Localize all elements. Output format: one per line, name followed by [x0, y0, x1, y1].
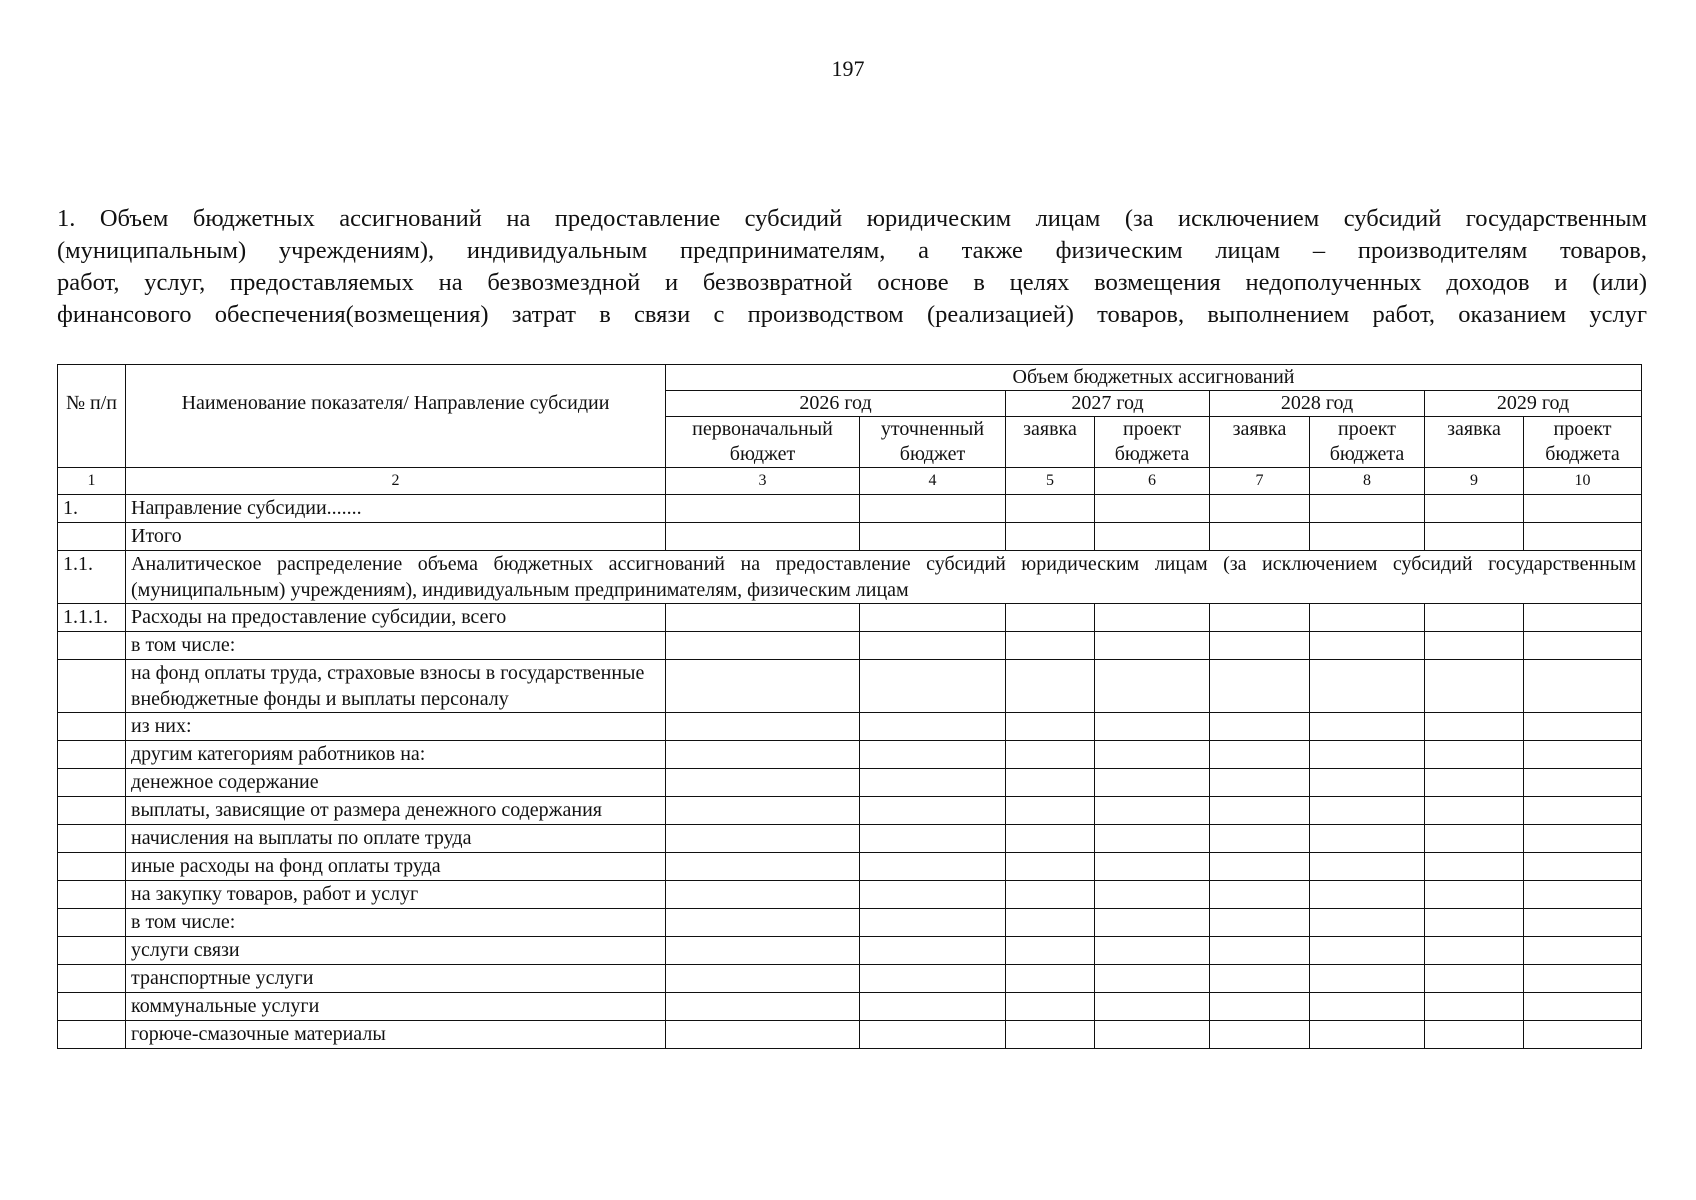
value-cell: [666, 881, 860, 909]
value-cell: [1210, 937, 1310, 965]
heading-line: работ, услуг, предоставляемых на безвозмездной и безвозвратной основе в целях возмещения недополученных доходов и (или): [57, 269, 1647, 296]
value-cell: [1095, 495, 1210, 523]
value-cell: [1425, 937, 1524, 965]
value-cell: [666, 604, 860, 632]
header-sub: первоначальный бюджет: [666, 417, 860, 468]
value-cell: [860, 825, 1006, 853]
value-cell: [1210, 993, 1310, 1021]
value-cell: [666, 632, 860, 660]
value-cell: [1425, 632, 1524, 660]
value-cell: [860, 741, 1006, 769]
table-row: [58, 937, 1642, 965]
value-cell: [1006, 825, 1095, 853]
table-row: [58, 825, 1642, 853]
column-number: 8: [1310, 468, 1425, 495]
header-sub: заявка: [1006, 417, 1095, 468]
row-name: в том числе:: [126, 632, 666, 660]
value-cell: [1006, 495, 1095, 523]
value-cell: [1095, 993, 1210, 1021]
value-cell: [1210, 632, 1310, 660]
value-cell: [1425, 713, 1524, 741]
table-row: [58, 797, 1642, 825]
value-cell: [666, 713, 860, 741]
value-cell: [666, 825, 860, 853]
header-sub: заявка: [1210, 417, 1310, 468]
value-cell: [1095, 632, 1210, 660]
value-cell: [1095, 853, 1210, 881]
value-cell: [860, 937, 1006, 965]
table-row: [58, 523, 1642, 551]
value-cell: [1210, 797, 1310, 825]
value-cell: [1095, 937, 1210, 965]
value-cell: [860, 713, 1006, 741]
value-cell: [666, 965, 860, 993]
value-cell: [1210, 769, 1310, 797]
column-number: 3: [666, 468, 860, 495]
header-name-label: Наименование показателя/ Направление субсидии: [181, 392, 610, 414]
value-cell: [1210, 909, 1310, 937]
column-number: 7: [1210, 468, 1310, 495]
value-cell: [666, 769, 860, 797]
table-row: [58, 993, 1642, 1021]
heading-line: (муниципальным) учреждениям), индивидуальным предпринимателям, а также физическим лицам – производителям товаров,: [57, 237, 1647, 264]
value-cell: [1425, 825, 1524, 853]
row-number: [58, 523, 126, 551]
value-cell: [1210, 1021, 1310, 1049]
value-cell: [1524, 909, 1642, 937]
value-cell: [1210, 523, 1310, 551]
value-cell: [1095, 523, 1210, 551]
header-num: [58, 365, 126, 468]
value-cell: [860, 632, 1006, 660]
value-cell: [1210, 495, 1310, 523]
value-cell: [1310, 993, 1425, 1021]
table-row: [58, 853, 1642, 881]
value-cell: [1310, 741, 1425, 769]
value-cell: [1425, 1021, 1524, 1049]
value-cell: [1310, 660, 1425, 713]
value-cell: [1425, 769, 1524, 797]
value-cell: [1006, 965, 1095, 993]
value-cell: [1006, 993, 1095, 1021]
column-number: 9: [1425, 468, 1524, 495]
value-cell: [860, 523, 1006, 551]
value-cell: [1210, 713, 1310, 741]
value-cell: [1425, 965, 1524, 993]
table-row: [58, 965, 1642, 993]
header-year: 2027 год: [1006, 391, 1210, 417]
table-row: [58, 741, 1642, 769]
value-cell: [1210, 965, 1310, 993]
value-cell: [860, 909, 1006, 937]
header-name: [126, 365, 666, 468]
row-number: [58, 713, 126, 741]
header-year: 2029 год: [1425, 391, 1642, 417]
heading-line: финансового обеспечения(возмещения) затрат в связи с производством (реализацией) товаров, выполнением работ, оказанием услуг: [57, 301, 1647, 328]
row-number: [58, 937, 126, 965]
header-sub: проект бюджета: [1310, 417, 1425, 468]
column-number: 10: [1524, 468, 1642, 495]
value-cell: [1095, 713, 1210, 741]
row-name: Расходы на предоставление субсидии, всего: [126, 604, 666, 632]
value-cell: [1425, 909, 1524, 937]
row-name: горюче-смазочные материалы: [126, 1021, 666, 1049]
table-body: [58, 495, 1642, 1049]
column-number: 6: [1095, 468, 1210, 495]
value-cell: [1310, 909, 1425, 937]
header-num-label: № п/п: [65, 392, 118, 414]
column-number: 2: [126, 468, 666, 495]
value-cell: [1210, 881, 1310, 909]
value-cell: [860, 604, 1006, 632]
table-row: [58, 660, 1642, 713]
value-cell: [1006, 604, 1095, 632]
value-cell: [1210, 825, 1310, 853]
value-cell: [1524, 937, 1642, 965]
row-number: [58, 881, 126, 909]
value-cell: [666, 797, 860, 825]
row-number: [58, 825, 126, 853]
value-cell: [1425, 993, 1524, 1021]
value-cell: [1095, 825, 1210, 853]
header-sub: уточненный бюджет: [860, 417, 1006, 468]
value-cell: [1210, 660, 1310, 713]
row-number: [58, 769, 126, 797]
row-name: Направление субсидии.......: [126, 495, 666, 523]
value-cell: [1524, 632, 1642, 660]
value-cell: [1310, 632, 1425, 660]
value-cell: [1425, 881, 1524, 909]
value-cell: [666, 523, 860, 551]
row-name: из них:: [126, 713, 666, 741]
value-cell: [666, 660, 860, 713]
value-cell: [1006, 632, 1095, 660]
row-name: услуги связи: [126, 937, 666, 965]
value-cell: [1524, 713, 1642, 741]
row-number: [58, 965, 126, 993]
value-cell: [1210, 853, 1310, 881]
column-number: 1: [58, 468, 126, 495]
row-name: иные расходы на фонд оплаты труда: [126, 853, 666, 881]
value-cell: [1095, 797, 1210, 825]
value-cell: [666, 853, 860, 881]
section-heading: [57, 203, 1647, 331]
value-cell: [1524, 769, 1642, 797]
row-number: [58, 853, 126, 881]
value-cell: [666, 937, 860, 965]
row-number: [58, 1021, 126, 1049]
column-number-row: [58, 468, 1642, 495]
value-cell: [1425, 495, 1524, 523]
value-cell: [1524, 881, 1642, 909]
value-cell: [860, 881, 1006, 909]
value-cell: [860, 660, 1006, 713]
value-cell: [1310, 853, 1425, 881]
value-cell: [860, 965, 1006, 993]
value-cell: [1524, 1021, 1642, 1049]
value-cell: [860, 769, 1006, 797]
row-name: коммунальные услуги: [126, 993, 666, 1021]
row-name: транспортные услуги: [126, 965, 666, 993]
row-number: [58, 660, 126, 713]
value-cell: [1095, 1021, 1210, 1049]
value-cell: [1524, 604, 1642, 632]
value-cell: [1310, 937, 1425, 965]
table-row: [58, 632, 1642, 660]
header-volume: Объем бюджетных ассигнований: [666, 365, 1642, 391]
table-row: [58, 1021, 1642, 1049]
value-cell: [1095, 604, 1210, 632]
value-cell: [1425, 853, 1524, 881]
value-cell: [1524, 993, 1642, 1021]
value-cell: [1095, 660, 1210, 713]
column-number: 4: [860, 468, 1006, 495]
value-cell: [1006, 797, 1095, 825]
row-name: Итого: [126, 523, 666, 551]
row-name: Аналитическое распределение объема бюджетных ассигнований на предоставление субсидий юридическим лицам (за исключением субсидий государственным (муниципальным) учреждениям), индивидуальным предпринимателям, физическим лицам: [126, 551, 1642, 604]
value-cell: [1095, 769, 1210, 797]
value-cell: [1425, 604, 1524, 632]
value-cell: [666, 1021, 860, 1049]
table-row: [58, 909, 1642, 937]
row-number: 1.: [58, 495, 126, 523]
value-cell: [666, 495, 860, 523]
row-name: на закупку товаров, работ и услуг: [126, 881, 666, 909]
row-name: другим категориям работников на:: [126, 741, 666, 769]
row-name: денежное содержание: [126, 769, 666, 797]
header-year: 2026 год: [666, 391, 1006, 417]
value-cell: [1310, 495, 1425, 523]
value-cell: [1524, 660, 1642, 713]
value-cell: [1006, 1021, 1095, 1049]
value-cell: [1524, 495, 1642, 523]
row-number: [58, 632, 126, 660]
value-cell: [1006, 741, 1095, 769]
header-sub: заявка: [1425, 417, 1524, 468]
value-cell: [1006, 937, 1095, 965]
row-name: выплаты, зависящие от размера денежного содержания: [126, 797, 666, 825]
row-name: в том числе:: [126, 909, 666, 937]
table-row: [58, 495, 1642, 523]
header-year: 2028 год: [1210, 391, 1425, 417]
row-number: 1.1.: [58, 551, 126, 604]
value-cell: [1425, 660, 1524, 713]
table-row: [58, 604, 1642, 632]
value-cell: [860, 797, 1006, 825]
value-cell: [1310, 604, 1425, 632]
table-row: [58, 769, 1642, 797]
page-number: 197: [831, 56, 865, 81]
value-cell: [1095, 965, 1210, 993]
header-sub: проект бюджета: [1524, 417, 1642, 468]
value-cell: [860, 853, 1006, 881]
value-cell: [1006, 881, 1095, 909]
value-cell: [1006, 660, 1095, 713]
value-cell: [860, 1021, 1006, 1049]
value-cell: [1425, 741, 1524, 769]
budget-table: [57, 364, 1642, 1049]
value-cell: [666, 741, 860, 769]
value-cell: [1006, 523, 1095, 551]
heading-line: 1. Объем бюджетных ассигнований на предоставление субсидий юридическим лицам (за исключением субсидий государственным: [57, 205, 1647, 232]
value-cell: [860, 993, 1006, 1021]
value-cell: [1310, 713, 1425, 741]
value-cell: [860, 495, 1006, 523]
column-number: 5: [1006, 468, 1095, 495]
value-cell: [1310, 797, 1425, 825]
value-cell: [1310, 1021, 1425, 1049]
value-cell: [1006, 713, 1095, 741]
row-number: [58, 741, 126, 769]
value-cell: [666, 993, 860, 1021]
value-cell: [1524, 741, 1642, 769]
value-cell: [1524, 523, 1642, 551]
row-number: 1.1.1.: [58, 604, 126, 632]
row-number: [58, 797, 126, 825]
row-name: на фонд оплаты труда, страховые взносы в государственные внебюджетные фонды и выплаты персоналу: [126, 660, 666, 713]
value-cell: [666, 909, 860, 937]
value-cell: [1310, 769, 1425, 797]
value-cell: [1310, 825, 1425, 853]
value-cell: [1524, 797, 1642, 825]
row-name: начисления на выплаты по оплате труда: [126, 825, 666, 853]
value-cell: [1524, 825, 1642, 853]
value-cell: [1006, 769, 1095, 797]
value-cell: [1310, 523, 1425, 551]
row-number: [58, 909, 126, 937]
row-number: [58, 993, 126, 1021]
value-cell: [1425, 523, 1524, 551]
value-cell: [1210, 604, 1310, 632]
value-cell: [1524, 853, 1642, 881]
value-cell: [1524, 965, 1642, 993]
value-cell: [1095, 881, 1210, 909]
value-cell: [1310, 965, 1425, 993]
table-row: [58, 551, 1642, 604]
value-cell: [1006, 909, 1095, 937]
table-row: [58, 881, 1642, 909]
value-cell: [1095, 909, 1210, 937]
header-sub: проект бюджета: [1095, 417, 1210, 468]
value-cell: [1210, 741, 1310, 769]
table-row: [58, 713, 1642, 741]
value-cell: [1425, 797, 1524, 825]
value-cell: [1006, 853, 1095, 881]
value-cell: [1095, 741, 1210, 769]
value-cell: [1310, 881, 1425, 909]
